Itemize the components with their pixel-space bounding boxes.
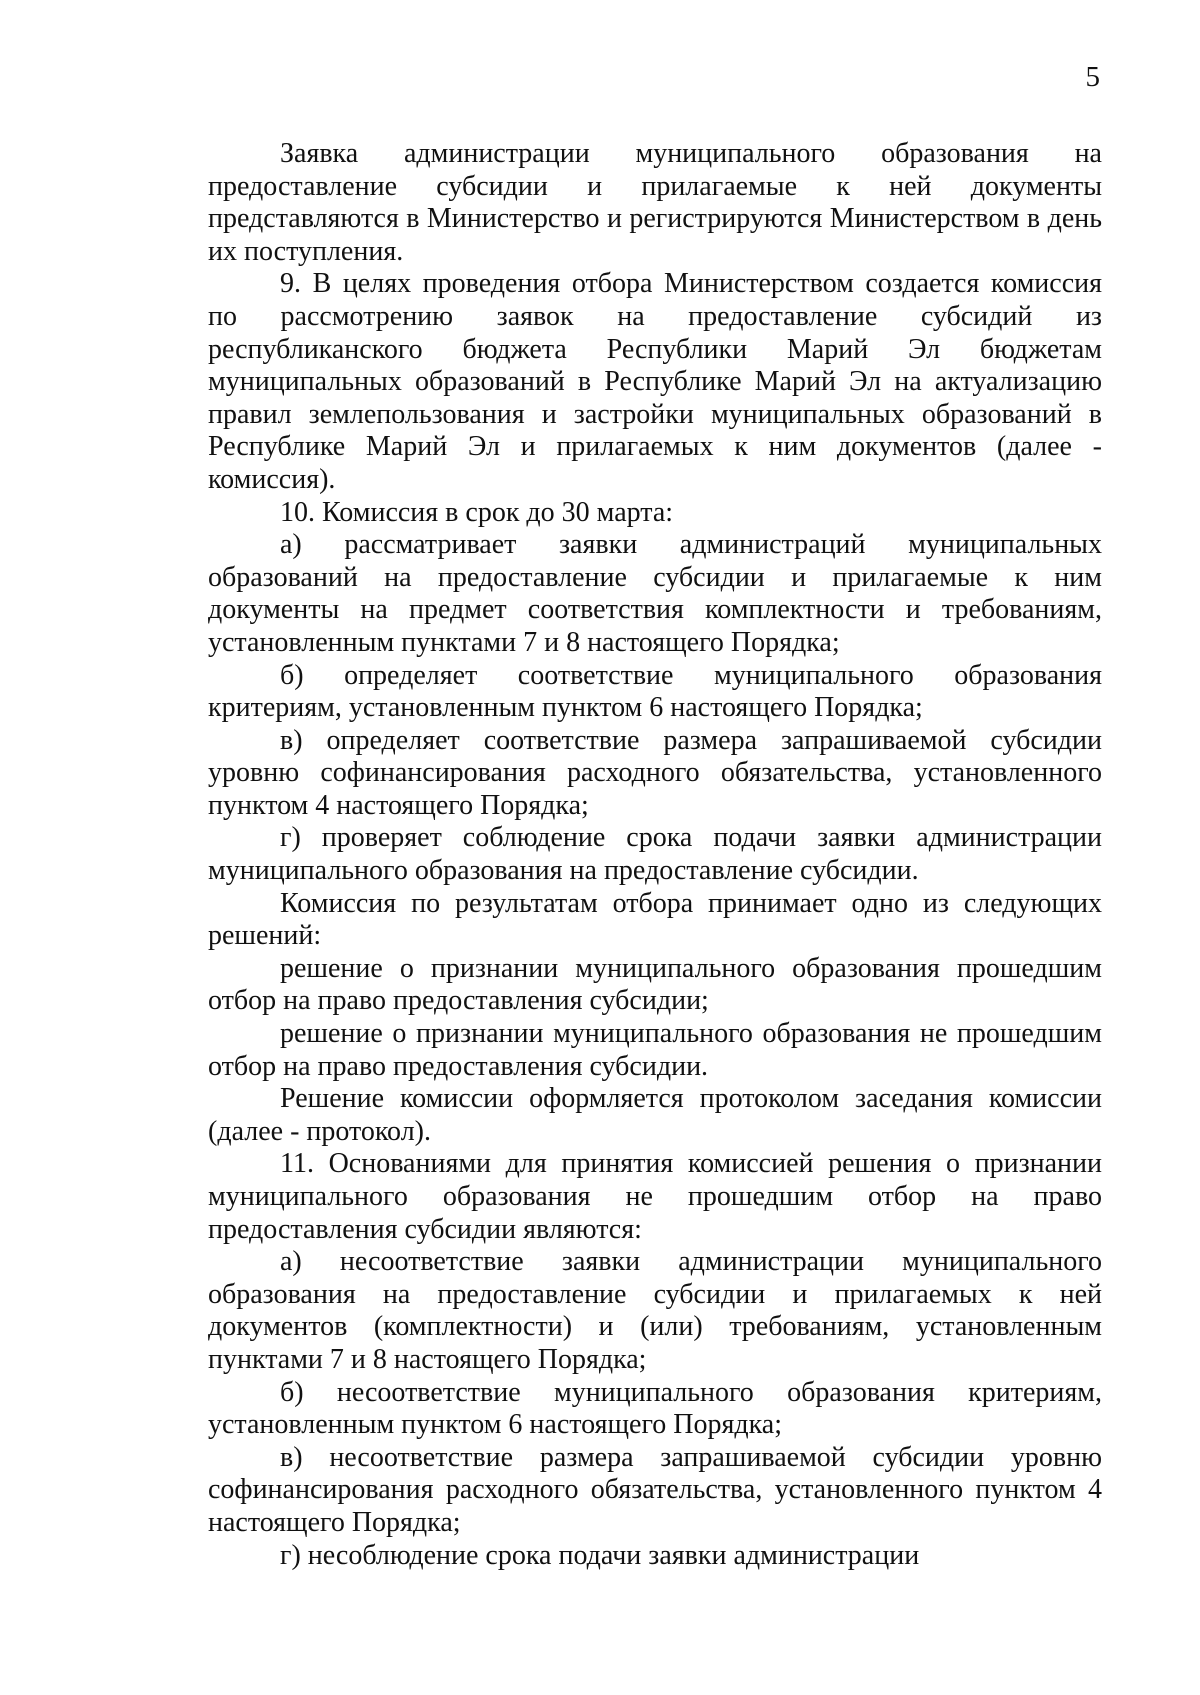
paragraph-commission-decisions: Комиссия по результатам отбора принимает одно из следующих решений: [208, 887, 1102, 952]
paragraph-11-b: б) несоответствие муниципального образования критериям, установленным пунктом 6 настоящего Порядка; [208, 1376, 1102, 1441]
paragraph-11-grounds: 11. Основаниями для принятия комиссией решения о признании муниципального образования не прошедшим отбор на право предоставления субсидии являются: [208, 1148, 1102, 1245]
paragraph-protocol: Решение комиссии оформляется протоколом заседания комиссии (далее - протокол). [208, 1083, 1102, 1147]
paragraph-10-deadline: 10. Комиссия в срок до 30 марта: [280, 496, 674, 528]
paragraph-decision-passed: решение о признании муниципального образования прошедшим отбор на право предоставления субсидии; [208, 952, 1102, 1017]
document-body [208, 138, 1102, 1572]
paragraph-11-v: в) несоответствие размера запрашиваемой субсидии уровню софинансирования расходного обязательства, установленного пунктом 4 настоящего Порядка; [208, 1441, 1102, 1538]
paragraph-decision-not-passed: решение о признании муниципального образования не прошедшим отбор на право предоставления субсидии. [208, 1018, 1102, 1082]
paragraph-9-commission: 9. В целях проведения отбора Министерством создается комиссия по рассмотрению заявок на предоставление субсидий из республиканского бюджета Республики Марий Эл бюджетам муниципальных образований в Республике Марий Эл на актуализацию правил землепользования и застройки муниципальных образований в Республике Марий Эл и прилагаемых к ним документов (далее - комиссия). [208, 268, 1102, 495]
paragraph-10-b: б) определяет соответствие муниципального образования критериям, установленным пунктом 6 настоящего Порядка; [208, 659, 1102, 724]
paragraph-11-g: г) несоблюдение срока подачи заявки администрации [280, 1539, 920, 1571]
paragraph-10-v: в) определяет соответствие размера запрашиваемой субсидии уровню софинансирования расходного обязательства, установленного пунктом 4 настоящего Порядка; [208, 724, 1102, 821]
page-number: 5 [1085, 61, 1100, 93]
paragraph-11-a: а) несоответствие заявки администрации муниципального образования на предоставление субсидии и прилагаемых к ней документов (комплектности) и (или) требованиям, установленным пунктами 7 и 8 настоящего Порядка; [208, 1246, 1102, 1375]
paragraph-10-g: г) проверяет соблюдение срока подачи заявки администрации муниципального образования на предоставление субсидии. [208, 822, 1102, 887]
paragraph-application-submission: Заявка администрации муниципального образования на предоставление субсидии и прилагаемые к ней документы представляются в Министерство и регистрируются Министерством в день их поступления. [208, 138, 1102, 267]
paragraph-10-a: а) рассматривает заявки администраций муниципальных образований на предоставление субсидии и прилагаемые к ним документы на предмет соответствия комплектности и требованиям, установленным пунктами 7 и 8 настоящего Порядка; [208, 529, 1102, 658]
